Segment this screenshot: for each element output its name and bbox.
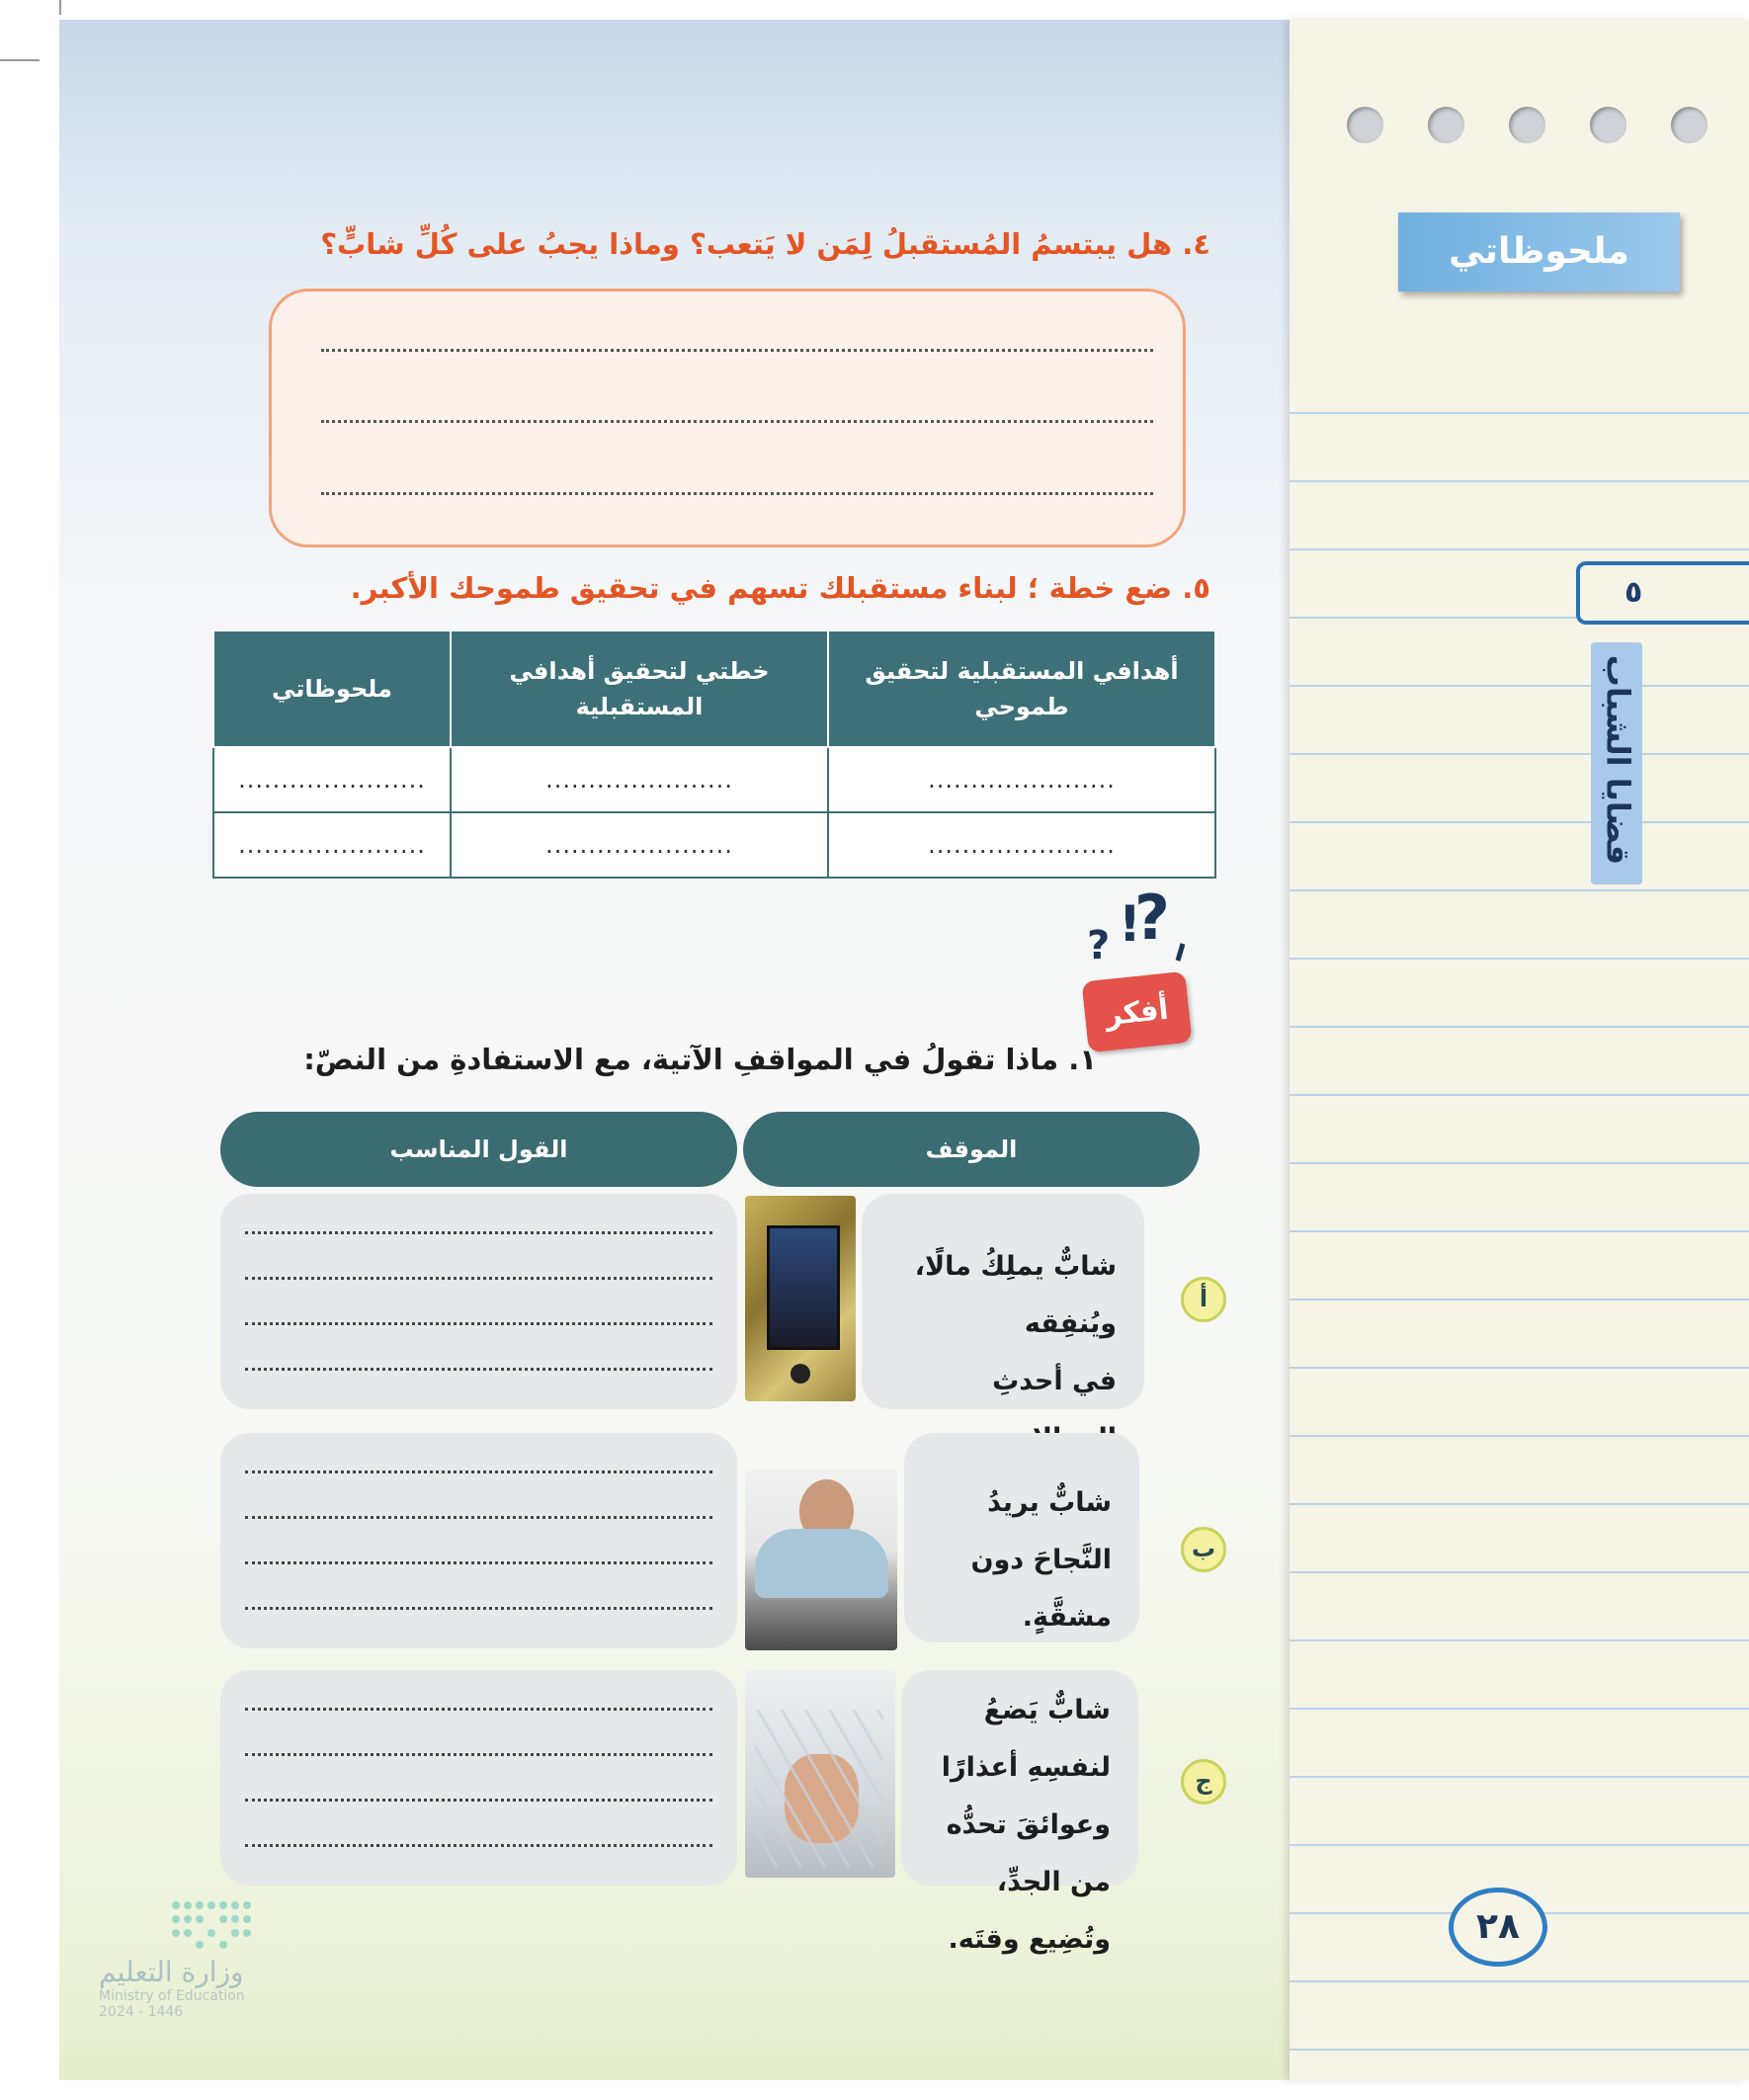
- table-row: [213, 747, 1215, 812]
- plan-header-goals: أهدافي المستقبلية لتحقيق طموحي: [828, 630, 1215, 747]
- activity-1-question: [303, 1043, 1097, 1076]
- letter-a: أ: [1181, 1277, 1226, 1322]
- plan-cell[interactable]: ......................: [828, 747, 1215, 812]
- unit-title-tab: [1591, 642, 1642, 884]
- situation-a-line1: شابٌّ يملِكُ مالًا، ويُنفِقه: [914, 1251, 1117, 1339]
- plan-header-plan: خطتي لتحقيق أهدافي المستقبلية: [451, 630, 828, 747]
- situation-b-line1: شابٌّ يريدُ النَّجاحَ دون: [970, 1487, 1112, 1575]
- ministry-year: 2024 - 1446: [99, 2004, 184, 2020]
- ministry-arabic: وزارة التعليم: [99, 1956, 244, 1988]
- situation-a: [862, 1194, 1144, 1409]
- header-saying: القول المناسب: [220, 1112, 737, 1187]
- answer-line: [321, 420, 1153, 423]
- situation-c-line1: شابٌّ يَضعُ لنفسِهِ أعذارًا: [941, 1695, 1111, 1783]
- binder-hole-icon: [1590, 107, 1626, 143]
- relaxing-man-photo: [745, 1470, 897, 1650]
- ministry-english: Ministry of Education: [99, 1988, 245, 2004]
- activity-1-number: ١.: [1068, 1043, 1097, 1076]
- answer-line: [245, 1368, 712, 1371]
- situation-c-line3: وتُضِيع وقتَه.: [948, 1924, 1111, 1955]
- answer-line: [321, 349, 1153, 352]
- binder-hole-icon: [1671, 107, 1707, 143]
- answer-line: [245, 1277, 712, 1280]
- plan-cell[interactable]: ......................: [213, 747, 451, 812]
- svg-text:!: !: [1119, 895, 1141, 953]
- saying-c-answer[interactable]: [220, 1670, 737, 1886]
- letter-b: ب: [1181, 1527, 1226, 1572]
- question-5: [351, 571, 1210, 605]
- binder-hole-icon: [1428, 107, 1464, 143]
- ministry-logo: [99, 1897, 257, 2020]
- svg-text:?: ?: [1134, 889, 1170, 954]
- plan-cell[interactable]: ......................: [213, 812, 451, 878]
- situation-c-line2: وعوائقَ تحدُّه من الجدِّ،: [946, 1809, 1111, 1897]
- ministry-dots-icon: [99, 1897, 257, 1952]
- situation-b-line2: مشقَّةٍ.: [1022, 1602, 1112, 1633]
- card-house-icon: [755, 1710, 883, 1868]
- question-4-number: ٤.: [1182, 227, 1210, 261]
- situation-a-line2: في أحدثِ: [992, 1366, 1117, 1396]
- answer-line: [245, 1844, 712, 1847]
- answer-line: [245, 1231, 712, 1234]
- phone-button-icon: [791, 1364, 810, 1384]
- svg-text:?: ?: [1087, 923, 1111, 968]
- situation-c: [901, 1670, 1138, 1955]
- answer-line: [321, 492, 1153, 495]
- saying-b-answer[interactable]: [220, 1433, 737, 1648]
- notebook-holes: [1347, 107, 1707, 143]
- plan-cell[interactable]: ......................: [828, 812, 1215, 878]
- question-5-number: ٥.: [1182, 571, 1210, 605]
- answer-line: [245, 1516, 712, 1519]
- answer-line: [245, 1799, 712, 1802]
- answer-line: [245, 1753, 712, 1756]
- activity-1-text: ماذا تقولُ في المواقفِ الآتية، مع الاستفادةِ من النصّ:: [303, 1043, 1059, 1076]
- crop-mark: [0, 59, 40, 61]
- think-badge: أفكر: [1082, 971, 1193, 1053]
- man-shirt-icon: [755, 1529, 888, 1598]
- answer-line: [245, 1561, 712, 1564]
- phone-screen-icon: [767, 1225, 840, 1350]
- answer-line: [245, 1470, 712, 1473]
- question-4-text: هل يبتسمُ المُستقبلُ لِمَن لا يَتعب؟ وماذا يجبُ على كُلِّ شابٍّ؟: [320, 227, 1173, 261]
- answer-line: [245, 1708, 712, 1711]
- plan-cell[interactable]: ......................: [451, 747, 828, 812]
- question-4: [320, 227, 1210, 261]
- card-house-photo: [745, 1670, 895, 1878]
- plan-header-notes: ملحوظاتي: [213, 630, 451, 747]
- letter-c: ج: [1181, 1759, 1226, 1805]
- answer-line: [245, 1322, 712, 1325]
- page-number: ٢٨: [1449, 1888, 1547, 1967]
- situation-b: [904, 1433, 1139, 1642]
- question-4-answer-box[interactable]: [269, 289, 1186, 547]
- binder-hole-icon: [1347, 107, 1383, 143]
- answer-line: [245, 1607, 712, 1610]
- table-row: [213, 812, 1215, 878]
- binder-hole-icon: [1509, 107, 1545, 143]
- notebook-header: [1290, 20, 1749, 346]
- saying-a-answer[interactable]: [220, 1194, 737, 1409]
- plan-cell[interactable]: ......................: [451, 812, 828, 878]
- crop-mark: [59, 0, 61, 15]
- plan-table: [212, 630, 1216, 879]
- unit-title: قضايا الشباب: [1599, 654, 1637, 866]
- header-situation: الموقف: [743, 1112, 1200, 1187]
- phone-photo: [745, 1196, 856, 1401]
- notes-tab: ملحوظاتي: [1398, 212, 1680, 292]
- unit-number: ٥: [1576, 561, 1749, 625]
- question-5-text: ضع خطة ؛ لبناء مستقبلك تسهم في تحقيق طموحك الأكبر.: [350, 571, 1173, 605]
